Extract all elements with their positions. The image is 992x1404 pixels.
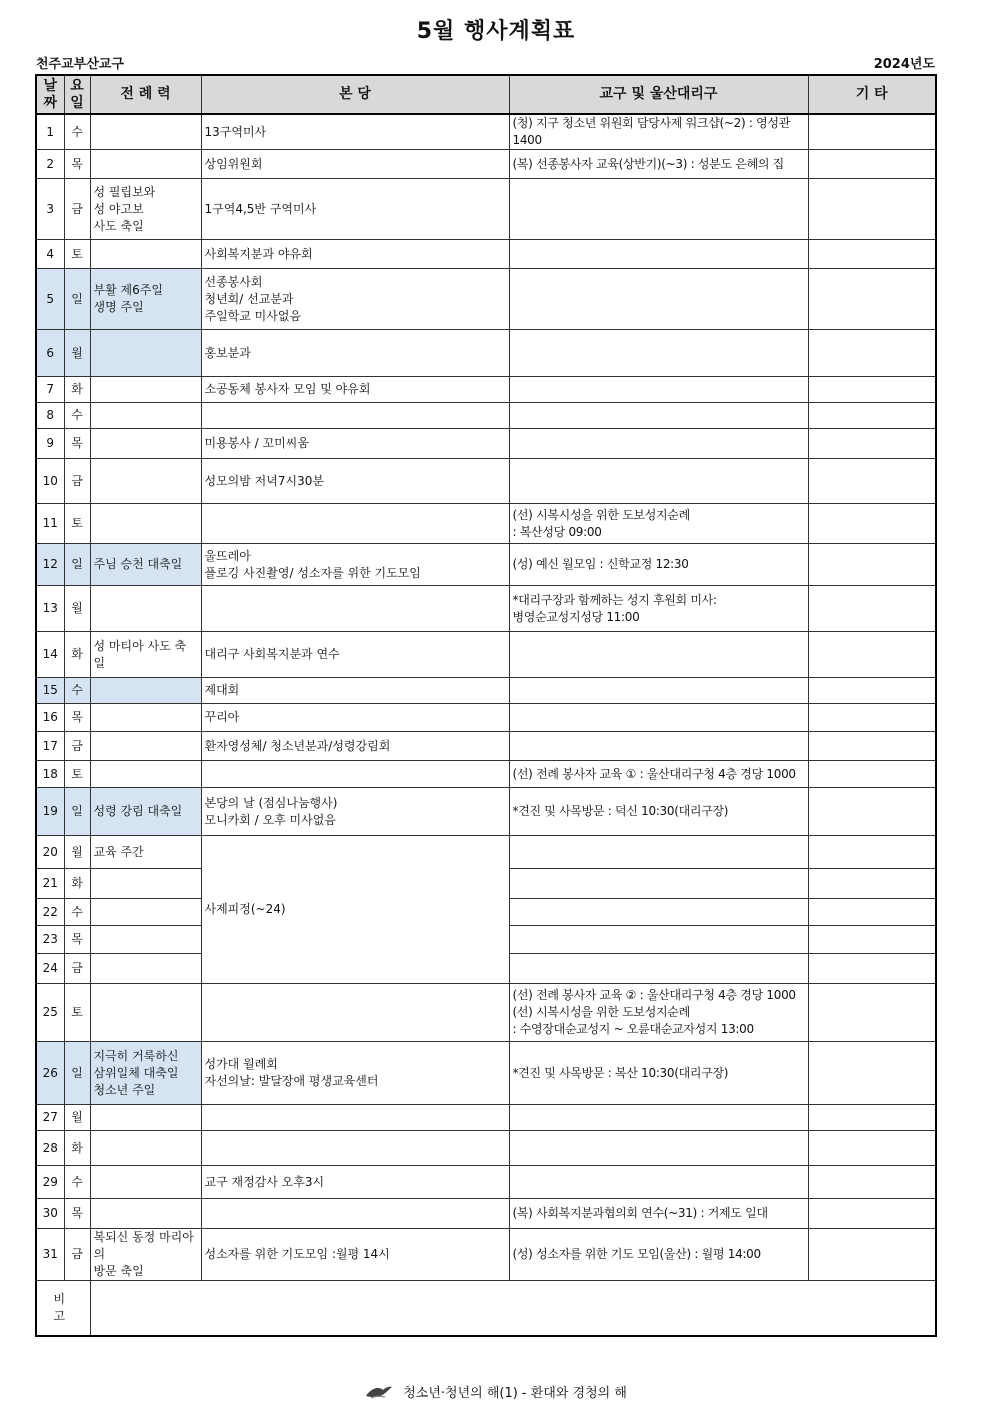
day-cell: 30 [36,1199,64,1229]
table-row [36,544,936,586]
liturgy-cell [90,504,201,544]
day-cell: 28 [36,1131,64,1166]
etc-cell [808,403,936,429]
parish-cell [201,1105,509,1131]
liturgy-cell [90,403,201,429]
day-cell: 7 [36,377,64,403]
parish-cell: 성모의밤 저녁7시30분 [201,459,509,504]
etc-cell [808,1199,936,1229]
weekday-cell: 금 [64,954,90,984]
header-diocese: 교구 및 울산대리구 [509,75,808,114]
diocese-cell [509,1105,808,1131]
table-row [36,732,936,761]
table-row [36,1199,936,1229]
weekday-cell: 월 [64,330,90,377]
parish-cell: 본당의 날 (점심나눔행사) 모니카회 / 오후 미사없음 [201,788,509,836]
liturgy-cell: 주님 승천 대축일 [90,544,201,586]
parish-cell: 꾸리아 [201,704,509,732]
day-cell: 8 [36,403,64,429]
liturgy-cell [90,377,201,403]
day-cell: 3 [36,179,64,240]
liturgy-cell [90,114,201,150]
table-row [36,1105,936,1131]
weekday-cell: 월 [64,1105,90,1131]
etc-cell [808,504,936,544]
note-label: 비 고 [36,1281,90,1336]
weekday-cell: 화 [64,1131,90,1166]
parish-cell: 사제피정(~24) [201,836,509,984]
day-cell: 31 [36,1229,64,1281]
diocese-cell: *대리구장과 함께하는 성지 후원회 미사: 병영순교성지성당 11:00 [509,586,808,632]
weekday-cell: 금 [64,1229,90,1281]
liturgy-cell [90,1131,201,1166]
weekday-cell: 토 [64,504,90,544]
parish-cell [201,1131,509,1166]
etc-cell [808,269,936,330]
etc-cell [808,954,936,984]
parish-cell: 교구 재정감사 오후3시 [201,1166,509,1199]
parish-cell [201,586,509,632]
diocese-cell [509,377,808,403]
liturgy-cell [90,869,201,899]
liturgy-cell [90,954,201,984]
table-row [36,403,936,429]
parish-cell: 환자영성체/ 청소년분과/성령강림회 [201,732,509,761]
diocese-cell [509,1166,808,1199]
table-row [36,678,936,704]
day-cell: 11 [36,504,64,544]
weekday-cell: 일 [64,269,90,330]
diocese-cell [509,459,808,504]
diocese-cell: (성) 성소자를 위한 기도 모임(울산) : 월평 14:00 [509,1229,808,1281]
year-label: 2024년도 [873,57,935,72]
table-row [36,377,936,403]
table-row [36,330,936,377]
table-row [36,761,936,788]
diocese-cell [509,179,808,240]
etc-cell [808,678,936,704]
weekday-cell: 목 [64,704,90,732]
etc-cell [808,632,936,678]
header-parish: 본 당 [201,75,509,114]
table-row [36,429,936,459]
table-row [36,179,936,240]
parish-cell: 홍보분과 [201,330,509,377]
weekday-cell: 토 [64,984,90,1042]
parish-cell: 선종봉사회 청년회/ 선교분과 주일학교 미사없음 [201,269,509,330]
weekday-cell: 수 [64,114,90,150]
page-title: 5월 행사계획표 [416,19,576,44]
header-dow: 요 일 [64,75,90,114]
weekday-cell: 화 [64,869,90,899]
liturgy-cell: 복되신 동정 마리아의 방문 축일 [90,1229,201,1281]
parish-cell: 상임위원회 [201,150,509,179]
day-cell: 1 [36,114,64,150]
diocese-cell [509,678,808,704]
etc-cell [808,1105,936,1131]
diocese-cell: (청) 지구 청소년 위원회 담당사제 워크샵(~2) : 영성관 1400 [509,114,808,150]
liturgy-cell: 성 필립보와 성 야고보 사도 축일 [90,179,201,240]
table-row [36,1131,936,1166]
header-liturgy: 전 례 력 [90,75,201,114]
day-cell: 9 [36,429,64,459]
diocese-cell: (복) 사회복지분과협의회 연수(~31) : 거제도 일대 [509,1199,808,1229]
parish-cell: 미용봉사 / 꼬미씨움 [201,429,509,459]
weekday-cell: 월 [64,836,90,869]
day-cell: 13 [36,586,64,632]
note-row [36,1281,936,1336]
table-row [36,114,936,150]
table-row [36,788,936,836]
etc-cell [808,1042,936,1105]
liturgy-cell: 교육 주간 [90,836,201,869]
etc-cell [808,732,936,761]
day-cell: 29 [36,1166,64,1199]
etc-cell [808,926,936,954]
table-row [36,1042,936,1105]
table-row [36,504,936,544]
day-cell: 2 [36,150,64,179]
liturgy-cell [90,330,201,377]
diocese-cell [509,330,808,377]
table-row [36,586,936,632]
etc-cell [808,704,936,732]
parish-cell: 성가대 월례회 자선의날: 발달장애 평생교육센터 [201,1042,509,1105]
footer [0,1382,992,1404]
liturgy-cell: 성령 강림 대축일 [90,788,201,836]
etc-cell [808,544,936,586]
weekday-cell: 일 [64,544,90,586]
schedule-body [36,114,936,1336]
liturgy-cell [90,1105,201,1131]
weekday-cell: 목 [64,1199,90,1229]
diocese-cell: (선) 전례 봉사자 교육 ① : 울산대리구청 4층 경당 1000 [509,761,808,788]
weekday-cell: 월 [64,586,90,632]
liturgy-cell [90,429,201,459]
day-cell: 12 [36,544,64,586]
diocese-cell [509,704,808,732]
diocese-cell: *견진 및 사목방문 : 복산 10:30(대리구장) [509,1042,808,1105]
day-cell: 14 [36,632,64,678]
parish-cell [201,761,509,788]
parish-cell: 13구역미사 [201,114,509,150]
etc-cell [808,459,936,504]
diocese-cell: (성) 예신 월모임 : 신학교정 12:30 [509,544,808,586]
liturgy-cell [90,732,201,761]
parish-cell: 1구역4,5반 구역미사 [201,179,509,240]
etc-cell [808,788,936,836]
etc-cell [808,586,936,632]
liturgy-cell [90,984,201,1042]
etc-cell [808,836,936,869]
weekday-cell: 금 [64,179,90,240]
weekday-cell: 목 [64,150,90,179]
diocese-cell [509,732,808,761]
weekday-cell: 목 [64,429,90,459]
parish-cell [201,403,509,429]
diocese-cell: *견진 및 사목방문 : 덕신 10:30(대리구장) [509,788,808,836]
etc-cell [808,240,936,269]
liturgy-cell: 지극히 거룩하신 삼위일체 대축일 청소년 주일 [90,1042,201,1105]
footer-slogan: 청소년·청년의 해(1) - 환대와 경청의 해 [403,1386,627,1401]
weekday-cell: 일 [64,788,90,836]
parish-cell [201,984,509,1042]
diocese-cell: (복) 선종봉사자 교육(상반기)(~3) : 성분도 은혜의 집 [509,150,808,179]
table-row [36,269,936,330]
diocese-cell: (선) 전례 봉사자 교육 ② : 울산대리구청 4층 경당 1000 (선) 시복시성을 위한 도보성지순례 : 수영장대순교성지 ~ 오륜대순교자성지 13:00 [509,984,808,1042]
etc-cell [808,1229,936,1281]
diocese-cell [509,240,808,269]
day-cell: 26 [36,1042,64,1105]
liturgy-cell [90,704,201,732]
etc-cell [808,899,936,926]
etc-cell [808,1131,936,1166]
diocese-cell: (선) 시복시성을 위한 도보성지순례 : 복산성당 09:00 [509,504,808,544]
parish-cell: 성소자를 위한 기도모임 :월평 14시 [201,1229,509,1281]
weekday-cell: 수 [64,899,90,926]
day-cell: 20 [36,836,64,869]
liturgy-cell [90,899,201,926]
etc-cell [808,984,936,1042]
organization-name: 천주교부산교구 [36,57,124,72]
day-cell: 24 [36,954,64,984]
liturgy-cell [90,761,201,788]
diocese-cell [509,869,808,899]
table-row [36,1166,936,1199]
etc-cell [808,150,936,179]
etc-cell [808,377,936,403]
liturgy-cell [90,240,201,269]
etc-cell [808,761,936,788]
weekday-cell: 일 [64,1042,90,1105]
etc-cell [808,114,936,150]
day-cell: 16 [36,704,64,732]
weekday-cell: 수 [64,403,90,429]
liturgy-cell [90,678,201,704]
liturgy-cell [90,459,201,504]
table-row [36,836,936,869]
diocese-cell [509,1131,808,1166]
etc-cell [808,1166,936,1199]
day-cell: 10 [36,459,64,504]
note-content-cell [90,1281,936,1336]
header-etc: 기 타 [808,75,936,114]
table-row [36,704,936,732]
diocese-cell [509,899,808,926]
weekday-cell: 화 [64,632,90,678]
parish-cell: 소공동체 봉사자 모임 및 야유회 [201,377,509,403]
diocese-cell [509,429,808,459]
schedule-table [35,74,937,1337]
parish-cell: 제대회 [201,678,509,704]
header-day: 날 짜 [36,75,64,114]
table-row [36,240,936,269]
table-row [36,1229,936,1281]
parish-cell [201,1199,509,1229]
liturgy-cell [90,586,201,632]
day-cell: 27 [36,1105,64,1131]
parish-cell: 대리구 사회복지분과 연수 [201,632,509,678]
day-cell: 17 [36,732,64,761]
parish-cell: 울뜨레아 플로깅 사진촬영/ 성소자를 위한 기도모임 [201,544,509,586]
diocese-cell [509,269,808,330]
weekday-cell: 화 [64,377,90,403]
parish-cell [201,504,509,544]
liturgy-cell [90,1199,201,1229]
table-row [36,150,936,179]
liturgy-cell: 성 마티아 사도 축일 [90,632,201,678]
diocese-cell [509,632,808,678]
weekday-cell: 토 [64,240,90,269]
diocese-cell [509,403,808,429]
weekday-cell: 목 [64,926,90,954]
weekday-cell: 토 [64,761,90,788]
day-cell: 6 [36,330,64,377]
table-row [36,984,936,1042]
day-cell: 19 [36,788,64,836]
etc-cell [808,330,936,377]
day-cell: 22 [36,899,64,926]
day-cell: 4 [36,240,64,269]
diocese-cell [509,836,808,869]
weekday-cell: 수 [64,678,90,704]
day-cell: 5 [36,269,64,330]
liturgy-cell [90,926,201,954]
day-cell: 21 [36,869,64,899]
liturgy-cell: 부활 제6주일 생명 주일 [90,269,201,330]
parish-cell: 사회복지분과 야유회 [201,240,509,269]
day-cell: 15 [36,678,64,704]
weekday-cell: 수 [64,1166,90,1199]
table-row [36,632,936,678]
etc-cell [808,869,936,899]
day-cell: 25 [36,984,64,1042]
table-row [36,459,936,504]
dove-logo-icon [365,1384,393,1404]
etc-cell [808,179,936,240]
liturgy-cell [90,1166,201,1199]
etc-cell [808,429,936,459]
weekday-cell: 금 [64,459,90,504]
diocese-cell [509,954,808,984]
day-cell: 23 [36,926,64,954]
diocese-cell [509,926,808,954]
liturgy-cell [90,150,201,179]
weekday-cell: 금 [64,732,90,761]
day-cell: 18 [36,761,64,788]
